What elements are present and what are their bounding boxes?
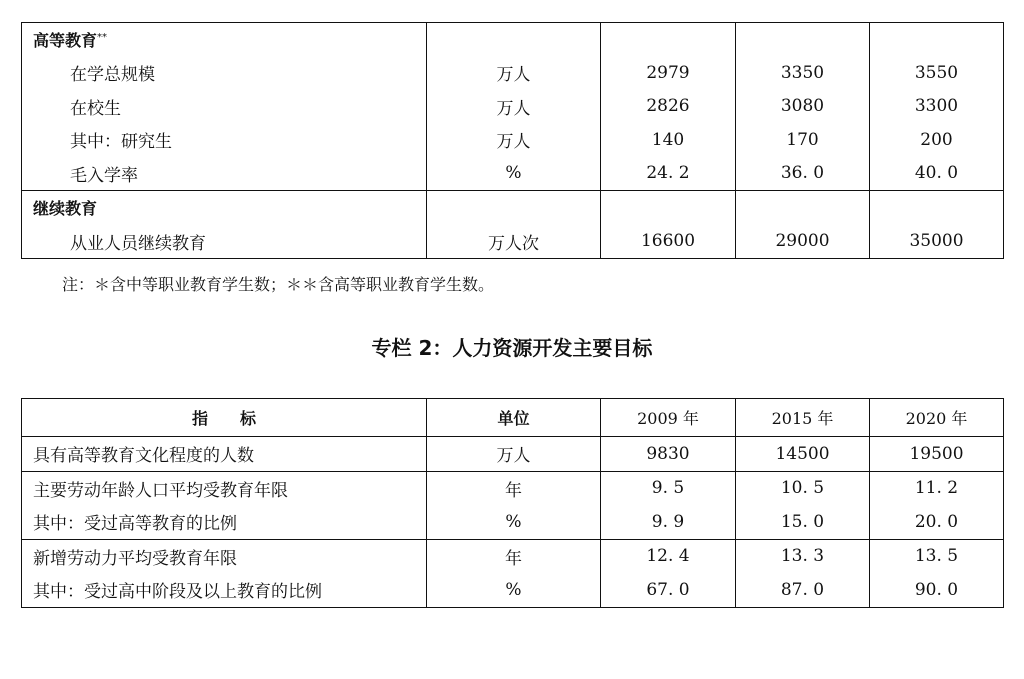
header-2020: 2020 年 <box>870 399 1004 437</box>
table-row: 毛入学率 % 24. 2 36. 0 40. 0 <box>22 157 1004 191</box>
section-row-continuing-education <box>22 191 1004 225</box>
section-title-column-2: 专栏 2：人力资源开发主要目标 <box>371 336 653 360</box>
table-header-row <box>22 399 1004 437</box>
table-row: 在学总规模 万人 2979 3350 3550 <box>22 56 1004 90</box>
table-row: 主要劳动年龄人口平均受教育年限 年 9. 5 10. 5 11. 2 <box>22 471 1004 505</box>
section-row-higher-education <box>22 23 1004 57</box>
table-note: 注：＊含中等职业教育学生数；＊＊含高等职业教育学生数。 <box>62 275 495 294</box>
section-title: 高等教育** <box>33 31 108 50</box>
header-2009: 2009 年 <box>601 399 736 437</box>
table-row: 其中：研究生 万人 140 170 200 <box>22 123 1004 157</box>
section-title: 继续教育 <box>22 191 427 225</box>
table-row: 在校生 万人 2826 3080 3300 <box>22 90 1004 124</box>
human-resources-table <box>21 398 1004 608</box>
table-row: 其中：受过高中阶段及以上教育的比例 % 67. 0 87. 0 90. 0 <box>22 573 1004 607</box>
table-row: 从业人员继续教育 万人次 16600 29000 35000 <box>22 225 1004 259</box>
header-2015: 2015 年 <box>736 399 870 437</box>
table-row: 其中：受过高等教育的比例 % 9. 9 15. 0 20. 0 <box>22 505 1004 539</box>
table-row: 新增劳动力平均受教育年限 年 12. 4 13. 3 13. 5 <box>22 539 1004 573</box>
header-unit: 单位 <box>427 399 601 437</box>
header-indicator: 指 标 <box>191 409 256 428</box>
education-table <box>21 22 1004 259</box>
table-row: 具有高等教育文化程度的人数 万人 9830 14500 19500 <box>22 437 1004 472</box>
